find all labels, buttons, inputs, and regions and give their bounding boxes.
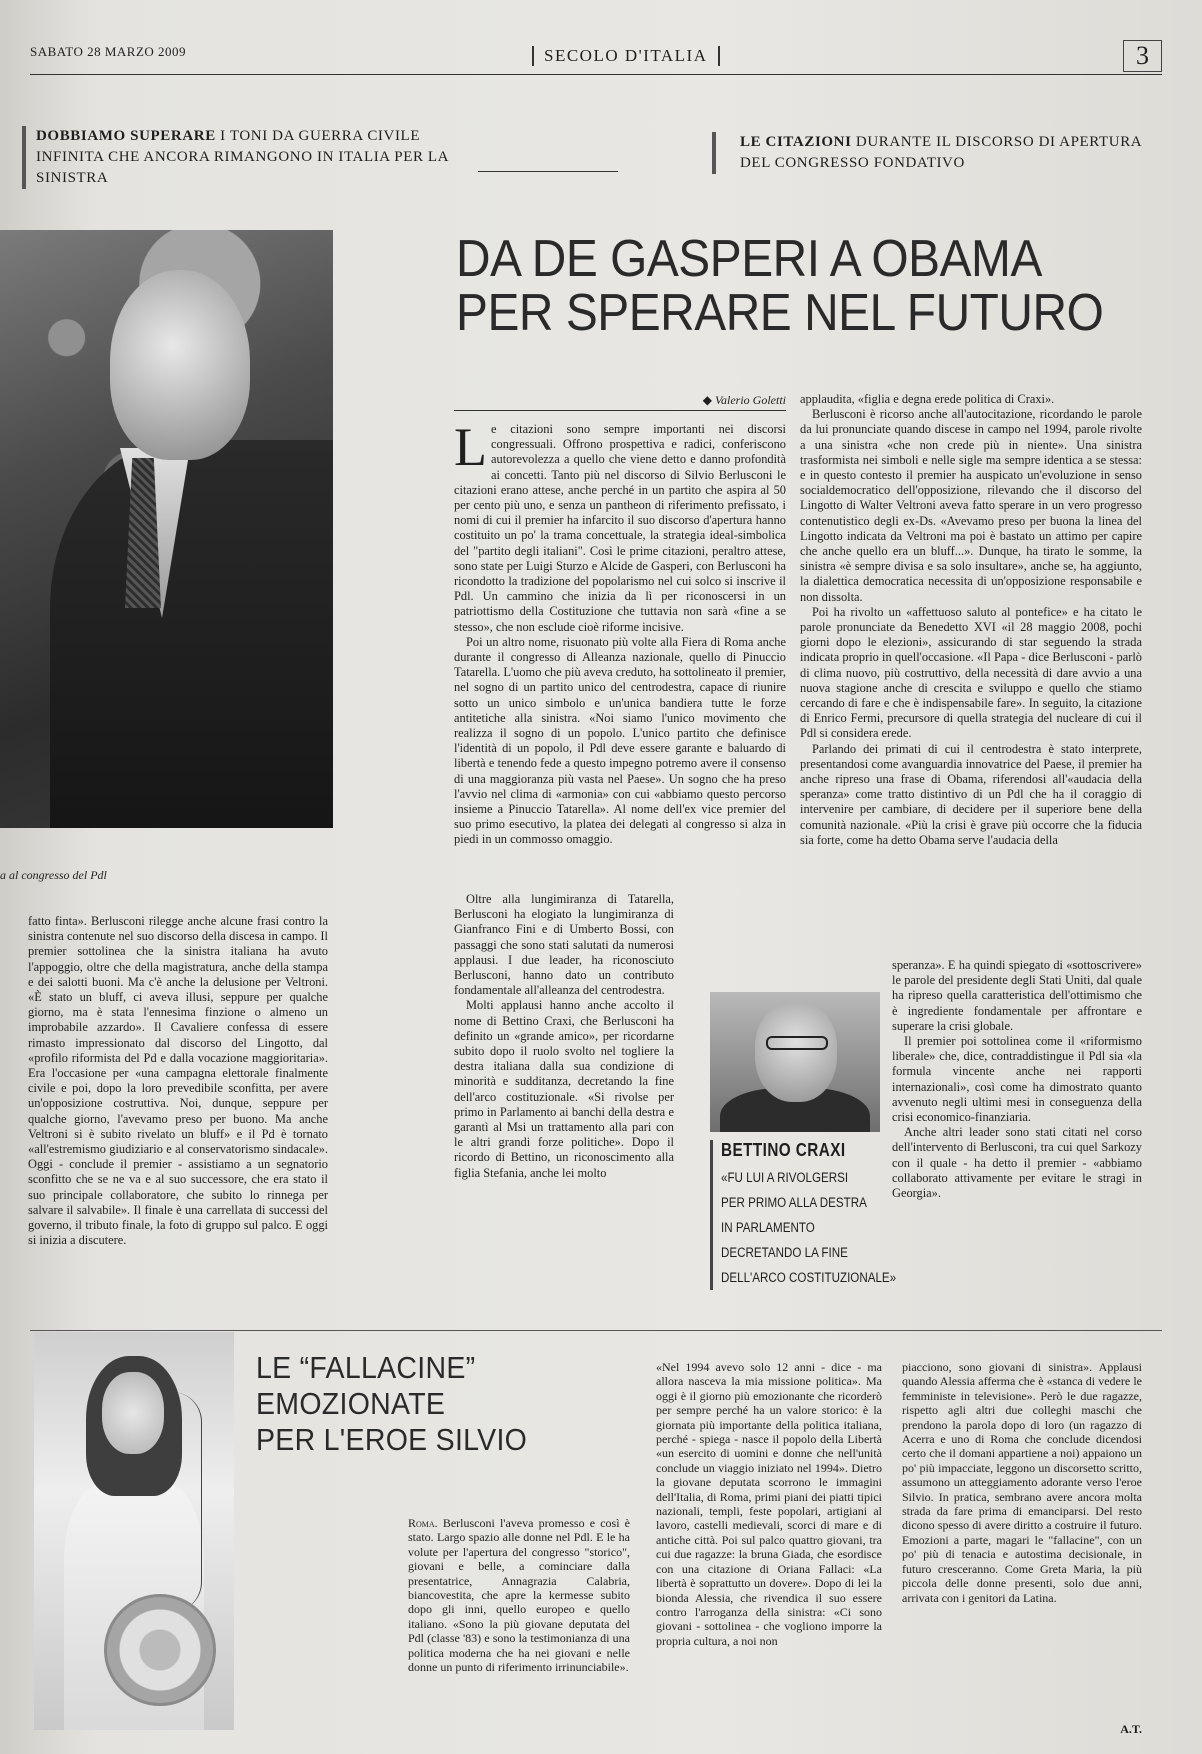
kicker-right-text: DURANTE IL DISCORSO DI APERTURA DEL CONGRESSO FONDATIVO xyxy=(740,134,1142,171)
article-lead-text: e citazioni sono sempre importanti nei discorsi congressuali. Offrono prospettiva e radici, conferiscono autorevolezza a quello che viene detto e danno profondità ai concetti. Tanto più nel discorso di Silvio Berlusconi le citazioni erano attese, anche perché in un partito che aspira al 50 per cento più uno, e senza un pantheon di riferimento prefissato, i nomi di cui il premier ha infarcito il suo discorso d'apertura hanno costituito un po' la trama concettuale, la strategia ideal-simbolica del "partito degli italiani". Così le prime citazioni, peraltro attese, sono state per Luigi Sturzo e Alcide de Gasperi, con Berlusconi ha ricondotto la tradizione del popolarismo nel cui solco si inscrive il Pdl. Un cammino che inizia da lì per riconoscersi in un patriottismo della Costituzione che tuttavia non sarà «fine a se stesso», che non esclude cioè riforme incisive. xyxy=(454,422,786,634)
masthead xyxy=(30,40,1162,82)
fallacine-column-2 xyxy=(656,1360,882,1740)
article-column-2b xyxy=(892,958,1142,1298)
article-paragraph: applaudita, «figlia e degna erede politica di Craxi». xyxy=(800,392,1055,406)
article-paragraph: Poi ha rivolto un «affettuoso saluto al pontefice» e ha citato le parole pronunciate da Benedetto XVI «il 28 maggio 2008, pochi giorni dopo le elezioni», assicurando di star seguendo la strada indicata proprio in quell'occasione. «Il Papa - dice Berlusconi - parlò di clima nuovo, più costruttivo, della necessità di dare avvio a una nuova stagione anche di crescita e sviluppo e quello che stiamo cercando di fare e che è indispensabile fare». In seguito, la citazione di Enrico Fermi, precursore di quella strategia del nucleare di cui il Pdl si considera erede. xyxy=(800,604,1142,741)
headline-line-2: EMOZIONATE xyxy=(256,1386,446,1421)
craxi-name: BETTINO CRAXI xyxy=(721,1140,846,1160)
article-paragraph: piacciono, sono giovani di sinistra». Applausi quando Alessia afferma che è «stanca di vedere le femministe in televisione». Però le due ragazze, rispetto agli altri due colleghi maschi che prendono la parola dopo di loro (un ragazzo di Acerra e uno di Roma che conclude dicendosi certo che il domani appartiene a noi) appaiono un po' più impacciate, leggono un discorsetto scritto, assumono un atteggiamento adorante verso l'eroe Silvio. In pratica, sembrano avere ancora molta strada da fare prima di emanciparsi. Del resto dicono spesso di avere diritto a costruire il futuro. Emozioni a parte, magari le "fallacine", con un po' più di tenacia e autostima decisionale, in futuro cresceranno. Come Greta Maria, la più piccola delle donne presenti, solo due anni, arrivata con i genitori da Latina. xyxy=(902,1360,1142,1605)
article-paragraph: Anche altri leader sono stati citati nel corso dell'intervento di Berlusconi, tra cui quel Sarkozy con il quale - ha detto il premier - «abbiamo collaborato attivamente per evitare le stragi in Georgia». xyxy=(892,1125,1142,1201)
article-column-1 xyxy=(454,422,786,892)
article-paragraph xyxy=(408,1516,630,1674)
article-paragraph: Parlando dei primati di cui il centrodestra è stato interprete, presentandosi come avanguardia innovatrice del Paese, il premier ha anche ripreso una frase di Obama, riferendosi all'«audacia della speranza» come tratto distintivo di un Pdl che ha il coraggio di intervenire per cambiare, di decidere per il superiore bene della comunità nazionale. «Più la crisi è grave più occorre che la fiducia sia forte, come ha detto Obama serve l'audacia della xyxy=(800,741,1142,847)
headline-line-1: DA DE GASPERI A OBAMA xyxy=(456,230,1042,288)
craxi-photo xyxy=(710,992,880,1132)
issue-date: SABATO 28 MARZO 2009 xyxy=(30,44,187,59)
headline-line-3: PER L'EROE SILVIO xyxy=(256,1422,528,1457)
quote-line: PER PRIMO ALLA DESTRA xyxy=(721,1195,867,1210)
fallacine-headline xyxy=(256,1350,527,1458)
kicker-left xyxy=(22,126,492,189)
quote-line: «FU LUI A RIVOLGERSI xyxy=(721,1170,849,1185)
byline: ◆ Valerio Goletti xyxy=(454,393,786,411)
header-rule xyxy=(30,74,1162,75)
article-paragraph: Il premier poi sottolinea come il «riformismo liberale» che, dice, contraddistingue il Pdl sia «la formula vincente anche nei rapporti internazionali», così come ha dimostrato quanto avvenuto negli ultimi mesi in conseguenza della crisi economico-finanziaria. xyxy=(892,1034,1142,1125)
article-column-1b xyxy=(454,892,674,1296)
pdl-logo-icon xyxy=(104,1594,216,1706)
craxi-quote xyxy=(721,1165,897,1290)
section-divider xyxy=(30,1330,1162,1331)
headline-line-1: LE “FALLACINE” xyxy=(256,1350,476,1385)
article-paragraph: Molti applausi hanno anche accolto il nome di Bettino Craxi, che Berlusconi ha definito un «grande amico», per ricordarne subito dopo il ruolo svolto nel togliere la destra italiana dalla sua condizione di minorità e sudditanza, decretando la fine dell'arco costituzionale. «Si rivolse per primo in Parlamento ai banchi della destra e garantì al Msi un trattamento alla pari con le altri grandi forze politiche». Dopo il ricordo di Bettino, un riconoscimento alla figlia Stefania, anche lei molto xyxy=(454,998,674,1180)
photo-caption: a al congresso del Pdl xyxy=(0,868,107,882)
article-paragraph: «Nel 1994 avevo solo 12 anni - dice - ma allora nasceva la mia missione politica». Ma oggi è il giorno più emozionante che ricorderò per sempre perché ha un valore storico: è la giornata più importante della politica italiana, perché - spiega - nasce il popolo della Libertà «un esercito di uomini e donne che nell'unità conclude un viaggio iniziato nel 1994». Dietro la giovane deputata scorrono le immagini dell'Italia, di Roma, primi piani dei piatti tipici nazionali, templi, feste popolari, artigiani al lavoro, castelli medievali, scorci di mare e di antiche città. Poi sul palco quattro giovani, tra cui due ragazze: la bruna Giada, che esordisce con una citazione di Oriana Fallaci: «La libertà è soprattutto un dovere». Dopo di lei la bionda Alessia, che rivendica il suo essere contro l'arroganza della sinistra: «Ci sono giovani - sottolinea - che vogliono imporre la propria cultura, a noi non xyxy=(656,1360,882,1648)
author-initials: A.T. xyxy=(1120,1722,1142,1736)
article-column-left xyxy=(28,914,328,1292)
article-paragraph xyxy=(454,422,786,635)
berlusconi-photo xyxy=(0,230,333,828)
photo-glasses xyxy=(766,1036,828,1050)
fallacine-column-3 xyxy=(902,1360,1142,1715)
kicker-left-text: I TONI DA GUERRA CIVILE INFINITA CHE ANCORA RIMANGONO IN ITALIA PER LA SINISTRA xyxy=(36,128,449,186)
headline-line-2: PER SPERARE NEL FUTURO xyxy=(456,284,1104,342)
fallacine-column-1 xyxy=(408,1516,630,1728)
article-paragraph: fatto finta». Berlusconi rilegge anche alcune frasi contro la sinistra contenute nel suo discorso della discesa in campo. Il premier sottolinea che la sinistra italiana ha avuto l'appoggio, oltre che della magistratura, anche della stampa e dei salotti buoni. Ma c'è anche la delusione per Veltroni. «È stato un bluff, ci aveva illusi, seppure per qualche giorno, ma è stata l'ennesima finzione o almeno un improbabile azzardo». Il Cavaliere confessa di essere rimasto impressionato dal discorso del Lingotto, dal «profilo riformista del Pd e dalla vocazione maggioritaria». Era l'occasione per «una campagna elettorale finalmente civile e poi, dopo la loro prevedibile sconfitta, per avere un'opposizione costruttiva. Noi, dunque, seppure per qualche giorno, l'avevamo preso per buono. Ma anche Veltroni si è subito rivelato un bluff» e il Pd è tornato «all'estremismo giudiziario e al conservatorismo sindacale». Oggi - conclude il premier - assistiamo a un segnatorio sconfitto che se ne va e al suo successore, che era stato il suo principale collaboratore, che subito lo rinnega per salvare il salvabile». Il finale è una carrellata di successi del governo, il tributo finale, la foto di gruppo sul palco. E oggi si inizia a discutere. xyxy=(28,914,328,1248)
article-paragraph: Berlusconi è ricorso anche all'autocitazione, ricordando le parole da lui pronunciate quando discese in campo nel 1994, parole rivolte a una sinistra «che non crede più in niente». Una sinistra trasformista nei simboli e nelle sigle ma sempre identica a se stessa: e in questo contesto il premier ha auspicato un'evoluzione in senso socialdemocratico dell'opposizione, rilevando che il discorso del Lingotto di Walter Veltroni aveva fatto sperare in un vero progresso contenutistico degli ex-Ds. «Avevamo preso per buona la linea del Lingotto indicata da Veltroni ma poi è bastato un attimo per capire che anche quello era un bluff...». Dunque, ha tirato le somme, la sinistra «è sempre divisa e sa solo insultare», anche se, ha aggiunto, la dialettica democratica necessita di un'opposizione responsabile e non dissolta. xyxy=(800,407,1142,604)
photo-suit xyxy=(50,440,333,828)
article-paragraph: Poi un altro nome, risuonato più volte alla Fiera di Roma anche durante il congresso di Alleanza nazionale, quello di Pinuccio Tatarella. L'uomo che più aveva creduto, ha sottolineato il premier, nel sogno di un partito unico del centrodestra, capace di riunire sotto un unico simbolo e un'unica bandiera tutte le forze antitetiche alla sinistra. «Noi siamo l'unico movimento che realizza il sogno di un popolo. L'unico partito che definisce l'identità di un popolo, il Pdl deve essere garante e baluardo di libertà e tenendo fede a questo impegno potremo avere il consenso di una maggioranza più vasta nel Paese». Un sogno che ha preso l'avvio nel clima di «armonia» con cui «abbiamo questo percorso insieme a Pinuccio Tatarella». Al nome dell'ex vice premier del suo primo esecutivo, la platea dei delegati al congresso si alza in piedi in un commosso omaggio. xyxy=(454,634,786,847)
quote-line: DELL'ARCO COSTITUZIONALE» xyxy=(721,1270,897,1285)
fallacine-text-1: Berlusconi l'aveva promesso e così è stato. Largo spazio alle donne nel Pdl. E le ha volute per l'apertura del congresso "storico", giovani e belle, a cominciare dalla presentatrice, Annagrazia Calabria, biancovestita, che apre la kermesse subito dopo gli inni, quello europeo e quello italiano. «Sono la più giovane deputata del Pdl (classe '83) e sono la testimonianza di una politica moderna che ha nei giovani e nelle donne un punto di riferimento irrinunciabile». xyxy=(408,1516,630,1675)
kicker-divider xyxy=(478,171,618,172)
craxi-quote-box xyxy=(710,1140,897,1290)
kicker-right xyxy=(712,132,1142,174)
quote-line: IN PARLAMENTO xyxy=(721,1220,815,1235)
article-paragraph: speranza». E ha quindi spiegato di «sottoscrivere» le parole del presidente degli Stati Uniti, dal quale ha ripreso quella caratteristica dell'ottimismo che è ingrediente fondamentale per affrontare e superare la crisi globale. xyxy=(892,958,1142,1033)
photo-face xyxy=(755,1002,837,1102)
calabria-photo xyxy=(34,1332,234,1730)
dateline: Roma. xyxy=(408,1516,438,1530)
article-column-2 xyxy=(800,392,1142,958)
photo-face xyxy=(102,1372,164,1454)
newspaper-name: SECOLO D'ITALIA xyxy=(532,46,720,66)
article-paragraph: Oltre alla lungimiranza di Tatarella, Berlusconi ha elogiato la lungimiranza di Gianfranco Fini e di Umberto Bossi, con passaggi che sono stati salutati da numerosi applausi. I due leader, ha riconosciuto Berlusconi, hanno dato un contributo fondamentale all'alleanza del centrodestra. xyxy=(454,892,674,998)
article-headline xyxy=(456,232,1118,340)
kicker-right-bold: LE CITAZIONI xyxy=(740,134,852,150)
quote-line: DECRETANDO LA FINE xyxy=(721,1245,848,1260)
byline-author: Valerio Goletti xyxy=(715,393,786,407)
dropcap: L xyxy=(454,422,487,477)
photo-head xyxy=(110,270,250,460)
page-number: 3 xyxy=(1123,40,1162,72)
photo-microphone-wire xyxy=(172,1392,202,1612)
kicker-left-bold: DOBBIAMO SUPERARE xyxy=(36,128,216,144)
